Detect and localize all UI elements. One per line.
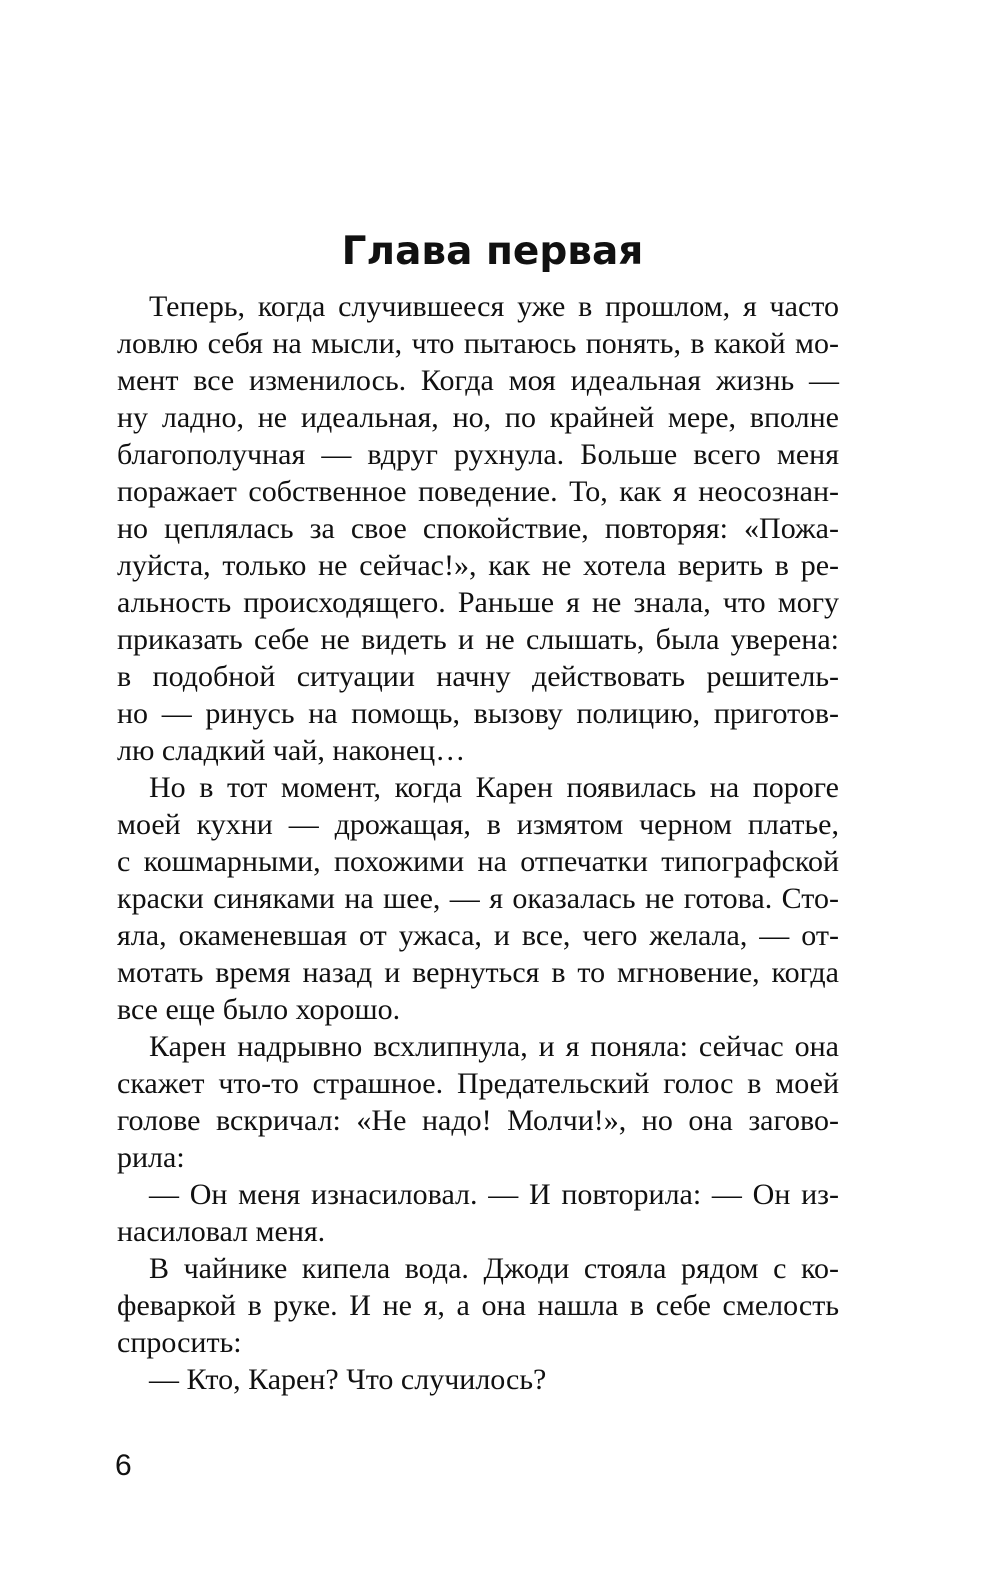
text-line: мент все изменилось. Когда моя идеальная жизнь — (117, 364, 839, 397)
text-line: яла, окаменевшая от ужаса, и все, чего желала, — от- (117, 919, 839, 952)
text-line: скажет что-то страшное. Предательский голос в моей (117, 1067, 839, 1100)
text-line: краски синяками на шее, — я оказалась не готова. Сто- (117, 882, 839, 915)
text-line: с кошмарными, похожими на отпечатки типографской (117, 845, 839, 878)
text-line: — Кто, Карен? Что случилось? (149, 1363, 547, 1396)
chapter-title: Глава первая (341, 229, 644, 274)
text-line: но цеплялась за свое спокойствие, повторяя: «Пожа- (117, 512, 839, 545)
body-text (117, 288, 839, 1398)
text-line: приказать себе не видеть и не слышать, была уверена: (117, 623, 839, 656)
text-line: ну ладно, не идеальная, но, по крайней мере, вполне (117, 401, 839, 434)
text-line: спросить: (117, 1326, 242, 1359)
text-line: в подобной ситуации начну действовать решитель- (117, 660, 839, 693)
text-line: все еще было хорошо. (117, 993, 401, 1026)
text-line: поражает собственное поведение. То, как я неосознан- (117, 475, 839, 508)
text-line: Но в тот момент, когда Карен появилась на пороге (149, 771, 839, 804)
text-line: луйста, только не сейчас!», как не хотела верить в ре- (117, 549, 839, 582)
text-line: ловлю себя на мысли, что пытаюсь понять, в какой мо- (117, 327, 839, 360)
text-line: Карен надрывно всхлипнула, и я поняла: сейчас она (149, 1030, 839, 1063)
text-line: альность происходящего. Раньше я не знала, что могу (117, 586, 839, 619)
text-line: голове вскричал: «Не надо! Молчи!», но она загово- (117, 1104, 839, 1137)
text-line: моей кухни — дрожащая, в измятом черном платье, (117, 808, 839, 841)
text-line: В чайнике кипела вода. Джоди стояла рядом с ко- (149, 1252, 839, 1285)
text-line: — Он меня изнасиловал. — И повторила: — Он из- (149, 1178, 839, 1211)
text-line: феваркой в руке. И не я, а она нашла в себе смелость (117, 1289, 839, 1322)
text-line: благополучная — вдруг рухнула. Больше всего меня (117, 438, 839, 471)
text-line: рила: (117, 1141, 185, 1174)
text-line: но — ринусь на помощь, вызову полицию, приготов- (117, 697, 839, 730)
text-line: лю сладкий чай, наконец… (117, 734, 466, 767)
page-number: 6 (115, 1449, 132, 1482)
text-line: Теперь, когда случившееся уже в прошлом, я часто (149, 290, 839, 323)
text-line: мотать время назад и вернуться в то мгновение, когда (117, 956, 839, 989)
text-line: насиловал меня. (117, 1215, 326, 1248)
